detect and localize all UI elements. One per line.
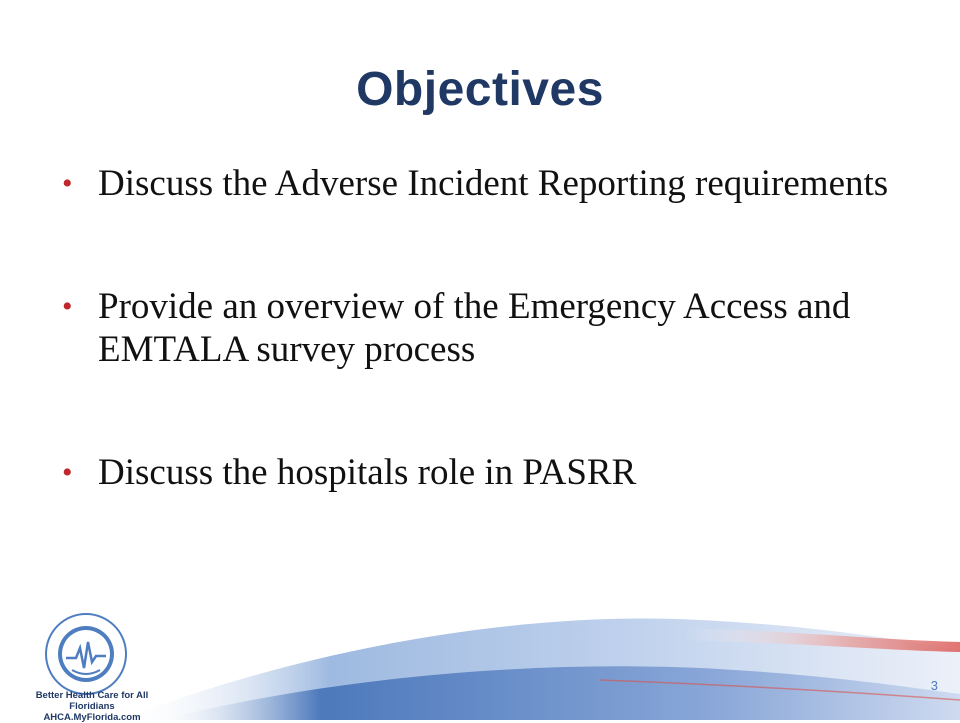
bullet-item	[62, 162, 902, 205]
page-number: 3	[930, 678, 938, 693]
bullet-item	[62, 285, 902, 371]
bullet-text: Discuss the hospitals role in PASRR	[98, 452, 637, 493]
tagline	[12, 690, 172, 723]
ahca-logo	[44, 612, 128, 696]
bullet-marker-icon: •	[62, 290, 73, 323]
bullet-list	[62, 162, 902, 494]
bullet-text: Provide an overview of the Emergency Access and EMTALA survey process	[98, 286, 851, 370]
slide-title: Objectives	[356, 63, 604, 116]
bullet-marker-icon: •	[62, 456, 73, 489]
tagline-line1: Better Health Care for All Floridians	[35, 690, 149, 712]
bullet-item	[62, 451, 902, 494]
tagline-line2: AHCA.MyFlorida.com	[43, 712, 141, 723]
bullet-text: Discuss the Adverse Incident Reporting requirements	[98, 163, 889, 204]
bullet-marker-icon: •	[62, 167, 73, 200]
